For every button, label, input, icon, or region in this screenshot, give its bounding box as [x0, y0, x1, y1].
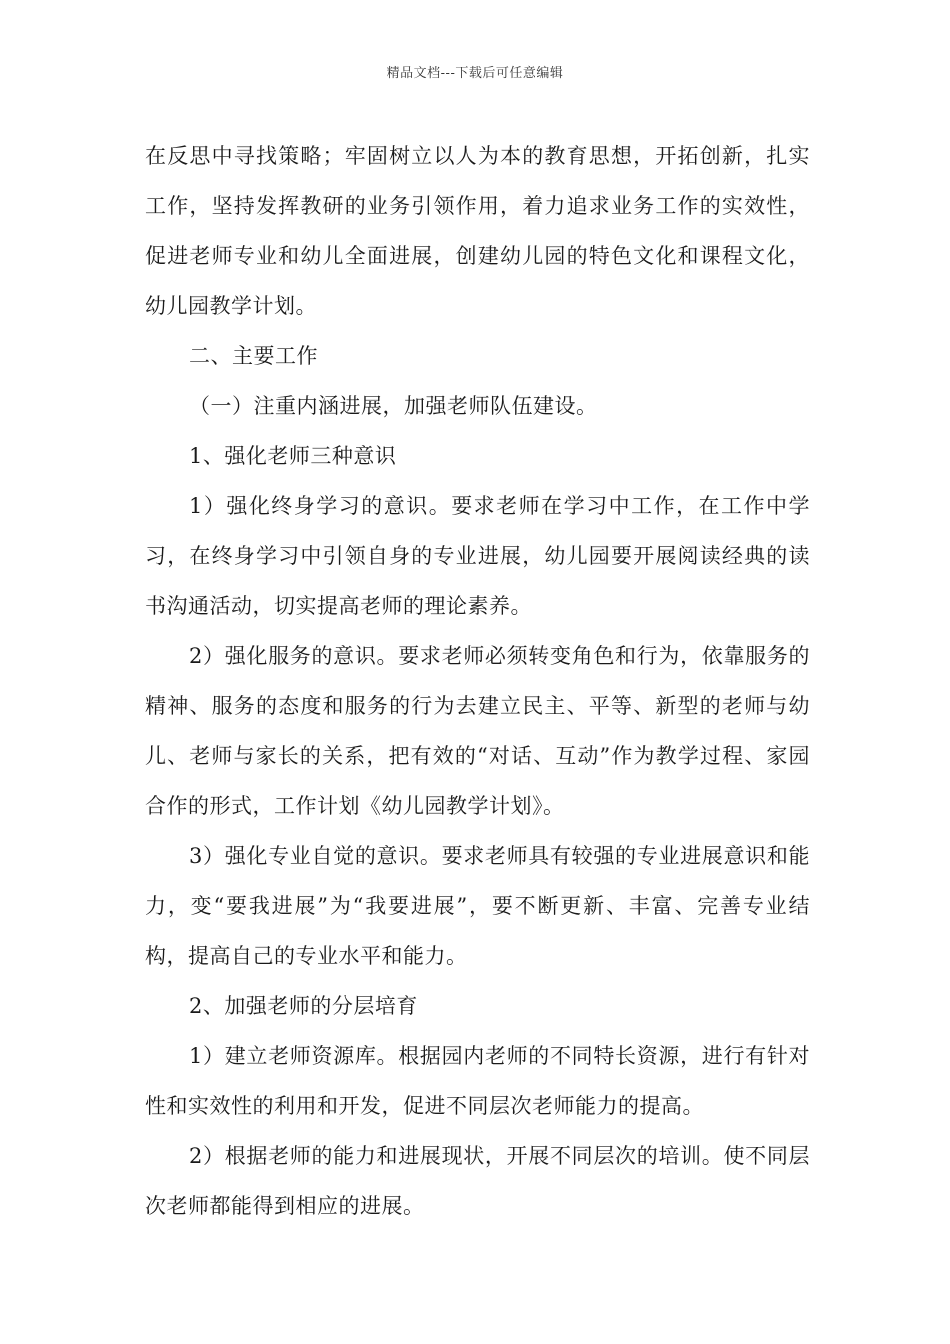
- document-body: [145, 131, 810, 1231]
- section-heading-main-work: 二、主要工作: [189, 344, 318, 368]
- paragraph-service-awareness: 2）强化服务的意识。要求老师必须转变角色和行为，依靠服务的精神、服务的态度和服务的行为去建立民主、平等、新型的老师与幼儿、老师与家长的关系，把有效的“对话、互动”作为教学过程、家园合作的形式，工作计划《幼儿园教学计划》。: [145, 644, 810, 818]
- item-heading-tiered-training: 2、加强老师的分层培育: [189, 994, 418, 1018]
- paragraph-lifelong-learning: 1）强化终身学习的意识。要求老师在学习中工作，在工作中学习，在终身学习中引领自身的专业进展，幼儿园要开展阅读经典的读书沟通活动，切实提高老师的理论素养。: [145, 494, 810, 618]
- paragraph-tiered-training: 2）根据老师的能力和进展现状，开展不同层次的培训。使不同层次老师都能得到相应的进展。: [145, 1144, 810, 1218]
- page-header: 精品文档---下载后可任意编辑: [386, 66, 564, 81]
- paragraph-continuation: 在反思中寻找策略；牢固树立以人为本的教育思想，开拓创新，扎实工作，坚持发挥教研的业务引领作用，着力追求业务工作的实效性，促进老师专业和幼儿全面进展，创建幼儿园的特色文化和课程文化，幼儿园教学计划。: [145, 144, 810, 318]
- paragraph-professional-awareness: 3）强化专业自觉的意识。要求老师具有较强的专业进展意识和能力，变“要我进展”为“我要进展”，要不断更新、丰富、完善专业结构，提高自己的专业水平和能力。: [145, 844, 810, 968]
- paragraph-resource-library: 1）建立老师资源库。根据园内老师的不同特长资源，进行有针对性和实效性的利用和开发，促进不同层次老师能力的提高。: [145, 1044, 810, 1118]
- subsection-heading-1: （一）注重内涵进展，加强老师队伍建设。: [189, 394, 598, 418]
- item-heading-three-awareness: 1、强化老师三种意识: [189, 444, 397, 468]
